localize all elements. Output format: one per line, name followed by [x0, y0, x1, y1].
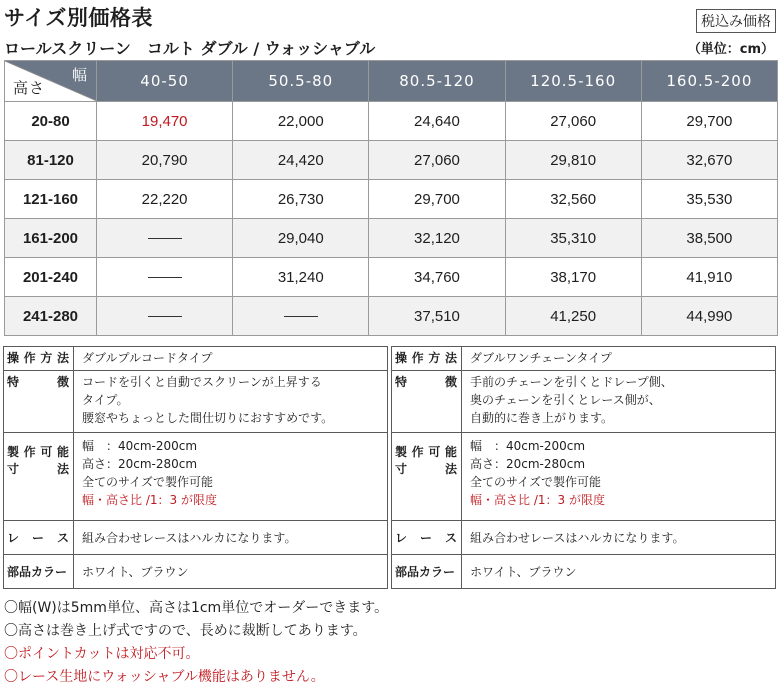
parts-color-value: ホワイト、ブラウン	[74, 555, 388, 589]
height-row-header: 81-120	[5, 141, 97, 180]
price-cell: 29,700	[369, 180, 505, 219]
size-ratio-note: 幅・高さ比 /1：3 が限度	[82, 493, 217, 507]
unavailable-cell	[97, 297, 233, 336]
size-label-char: 法	[444, 462, 457, 476]
feature-label-char: 特	[7, 375, 20, 389]
spec-table-double-one-chain	[391, 346, 776, 589]
price-cell: 29,040	[233, 219, 369, 258]
price-cell: 22,000	[233, 102, 369, 141]
price-cell: 32,670	[641, 141, 777, 180]
feature-label-char: 徴	[56, 375, 69, 389]
label-char: 製	[7, 445, 20, 459]
width-axis-label: 幅	[71, 66, 88, 84]
price-cell: 29,700	[641, 102, 777, 141]
feature-line: 自動的に巻き上がります。	[470, 411, 614, 425]
size-line: 幅 ：40cm-200cm	[82, 439, 198, 453]
unavailable-cell	[233, 297, 369, 336]
size-line: 高さ：20cm-280cm	[82, 457, 198, 471]
label-char: レ	[7, 531, 20, 545]
price-cell: 27,060	[505, 102, 641, 141]
corner-cell	[5, 61, 97, 102]
parts-color-value: ホワイト、ブラウン	[462, 555, 776, 589]
price-row	[5, 258, 778, 297]
label-char: 作	[23, 351, 36, 365]
price-cell: 31,240	[233, 258, 369, 297]
label-char: 方	[40, 351, 53, 365]
price-cell: 20,790	[97, 141, 233, 180]
size-label	[4, 433, 74, 521]
price-cell: 32,120	[369, 219, 505, 258]
size-text	[74, 433, 388, 521]
price-cell: 27,060	[369, 141, 505, 180]
unavailable-cell	[97, 258, 233, 297]
note-line: 〇幅(W)は5mm単位、高さは1cm単位でオーダーできます。	[4, 600, 389, 616]
lace-label	[392, 521, 462, 555]
notes-list	[4, 597, 388, 689]
label-char: 法	[444, 351, 457, 365]
note-line: 〇高さは巻き上げ式ですので、長めに裁断してあります。	[4, 623, 367, 639]
note-line: 〇ポイントカットは対応不可。	[4, 646, 200, 662]
unavailable-dash	[148, 277, 182, 278]
label-char: ス	[56, 531, 69, 545]
page-title: サイズ別価格表	[4, 6, 153, 30]
size-line: 全てのサイズで製作可能	[82, 475, 214, 489]
price-table-header-row	[5, 61, 778, 102]
label-char: ー	[419, 531, 432, 545]
unavailable-dash	[284, 316, 318, 317]
lace-label	[4, 521, 74, 555]
width-column-header: 160.5-200	[641, 61, 777, 102]
label-char: 方	[428, 351, 441, 365]
price-cell: 19,470	[97, 102, 233, 141]
lace-value: 組み合わせレースはハルカになります。	[74, 521, 388, 555]
price-cell: 29,810	[505, 141, 641, 180]
price-cell: 24,420	[233, 141, 369, 180]
width-column-header: 40-50	[97, 61, 233, 102]
label-char: レ	[395, 531, 408, 545]
price-cell: 32,560	[505, 180, 641, 219]
operation-value: ダブルプルコードタイプ	[74, 347, 388, 371]
parts-color-label: 部品カラー	[392, 555, 462, 589]
price-row	[5, 141, 778, 180]
feature-line: 奥のチェーンを引くとレース側が、	[470, 393, 661, 407]
price-cell: 34,760	[369, 258, 505, 297]
feature-line: 手前のチェーンを引くとドレープ側、	[470, 375, 673, 389]
label-char: 作	[411, 351, 424, 365]
feature-text	[74, 371, 388, 433]
label-char: ー	[31, 531, 44, 545]
price-cell: 38,500	[641, 219, 777, 258]
height-row-header: 241-280	[5, 297, 97, 336]
unavailable-dash	[148, 238, 182, 239]
operation-label	[4, 347, 74, 371]
price-row	[5, 102, 778, 141]
label-char: 能	[444, 445, 457, 459]
size-line: 幅 ：40cm-200cm	[470, 439, 586, 453]
label-char: 製	[395, 445, 408, 459]
feature-text	[462, 371, 776, 433]
label-char: ス	[444, 531, 457, 545]
price-cell: 35,530	[641, 180, 777, 219]
tax-included-badge: 税込み価格	[696, 9, 776, 33]
feature-label-char: 特	[395, 375, 408, 389]
width-column-header: 120.5-160	[505, 61, 641, 102]
width-column-header: 50.5-80	[233, 61, 369, 102]
price-cell: 37,510	[369, 297, 505, 336]
price-table	[4, 60, 778, 336]
unavailable-dash	[148, 316, 182, 317]
size-label-char: 寸	[395, 462, 408, 476]
operation-label	[392, 347, 462, 371]
price-cell: 22,220	[97, 180, 233, 219]
size-label-char: 寸	[7, 462, 20, 476]
price-cell: 24,640	[369, 102, 505, 141]
width-column-header: 80.5-120	[369, 61, 505, 102]
price-cell: 41,910	[641, 258, 777, 297]
parts-color-label: 部品カラー	[4, 555, 74, 589]
size-text	[462, 433, 776, 521]
size-label-char: 法	[56, 462, 69, 476]
label-char: 操	[395, 351, 408, 365]
price-row	[5, 180, 778, 219]
feature-label	[4, 371, 74, 433]
label-char: 可	[428, 445, 441, 459]
price-cell: 44,990	[641, 297, 777, 336]
spec-table-double-pull-cord	[3, 346, 388, 589]
size-line: 全てのサイズで製作可能	[470, 475, 602, 489]
feature-label-char: 徴	[444, 375, 457, 389]
price-cell: 38,170	[505, 258, 641, 297]
feature-line: 腰窓やちょっとした間仕切りにおすすめです。	[82, 411, 334, 425]
size-line: 高さ：20cm-280cm	[470, 457, 586, 471]
height-row-header: 20-80	[5, 102, 97, 141]
height-row-header: 201-240	[5, 258, 97, 297]
height-axis-label: 高さ	[13, 79, 46, 97]
height-row-header: 161-200	[5, 219, 97, 258]
price-row	[5, 297, 778, 336]
price-cell: 26,730	[233, 180, 369, 219]
height-row-header: 121-160	[5, 180, 97, 219]
price-cell: 41,250	[505, 297, 641, 336]
price-cell: 35,310	[505, 219, 641, 258]
operation-value: ダブルワンチェーンタイプ	[462, 347, 776, 371]
size-label	[392, 433, 462, 521]
label-char: 操	[7, 351, 20, 365]
unavailable-cell	[97, 219, 233, 258]
feature-label	[392, 371, 462, 433]
product-subtitle: ロールスクリーン コルト ダブル / ウォッシャブル	[4, 39, 376, 58]
label-char: 作	[23, 445, 36, 459]
note-line: 〇レース生地にウォッシャブル機能はありません。	[4, 669, 325, 685]
feature-line: タイプ。	[82, 393, 129, 407]
label-char: 法	[56, 351, 69, 365]
lace-value: 組み合わせレースはハルカになります。	[462, 521, 776, 555]
label-char: 可	[40, 445, 53, 459]
unit-label: （単位：cm）	[687, 42, 774, 57]
feature-line: コードを引くと自動でスクリーンが上昇する	[82, 375, 322, 389]
label-char: 作	[411, 445, 424, 459]
size-ratio-note: 幅・高さ比 /1：3 が限度	[470, 493, 605, 507]
label-char: 能	[56, 445, 69, 459]
price-row	[5, 219, 778, 258]
